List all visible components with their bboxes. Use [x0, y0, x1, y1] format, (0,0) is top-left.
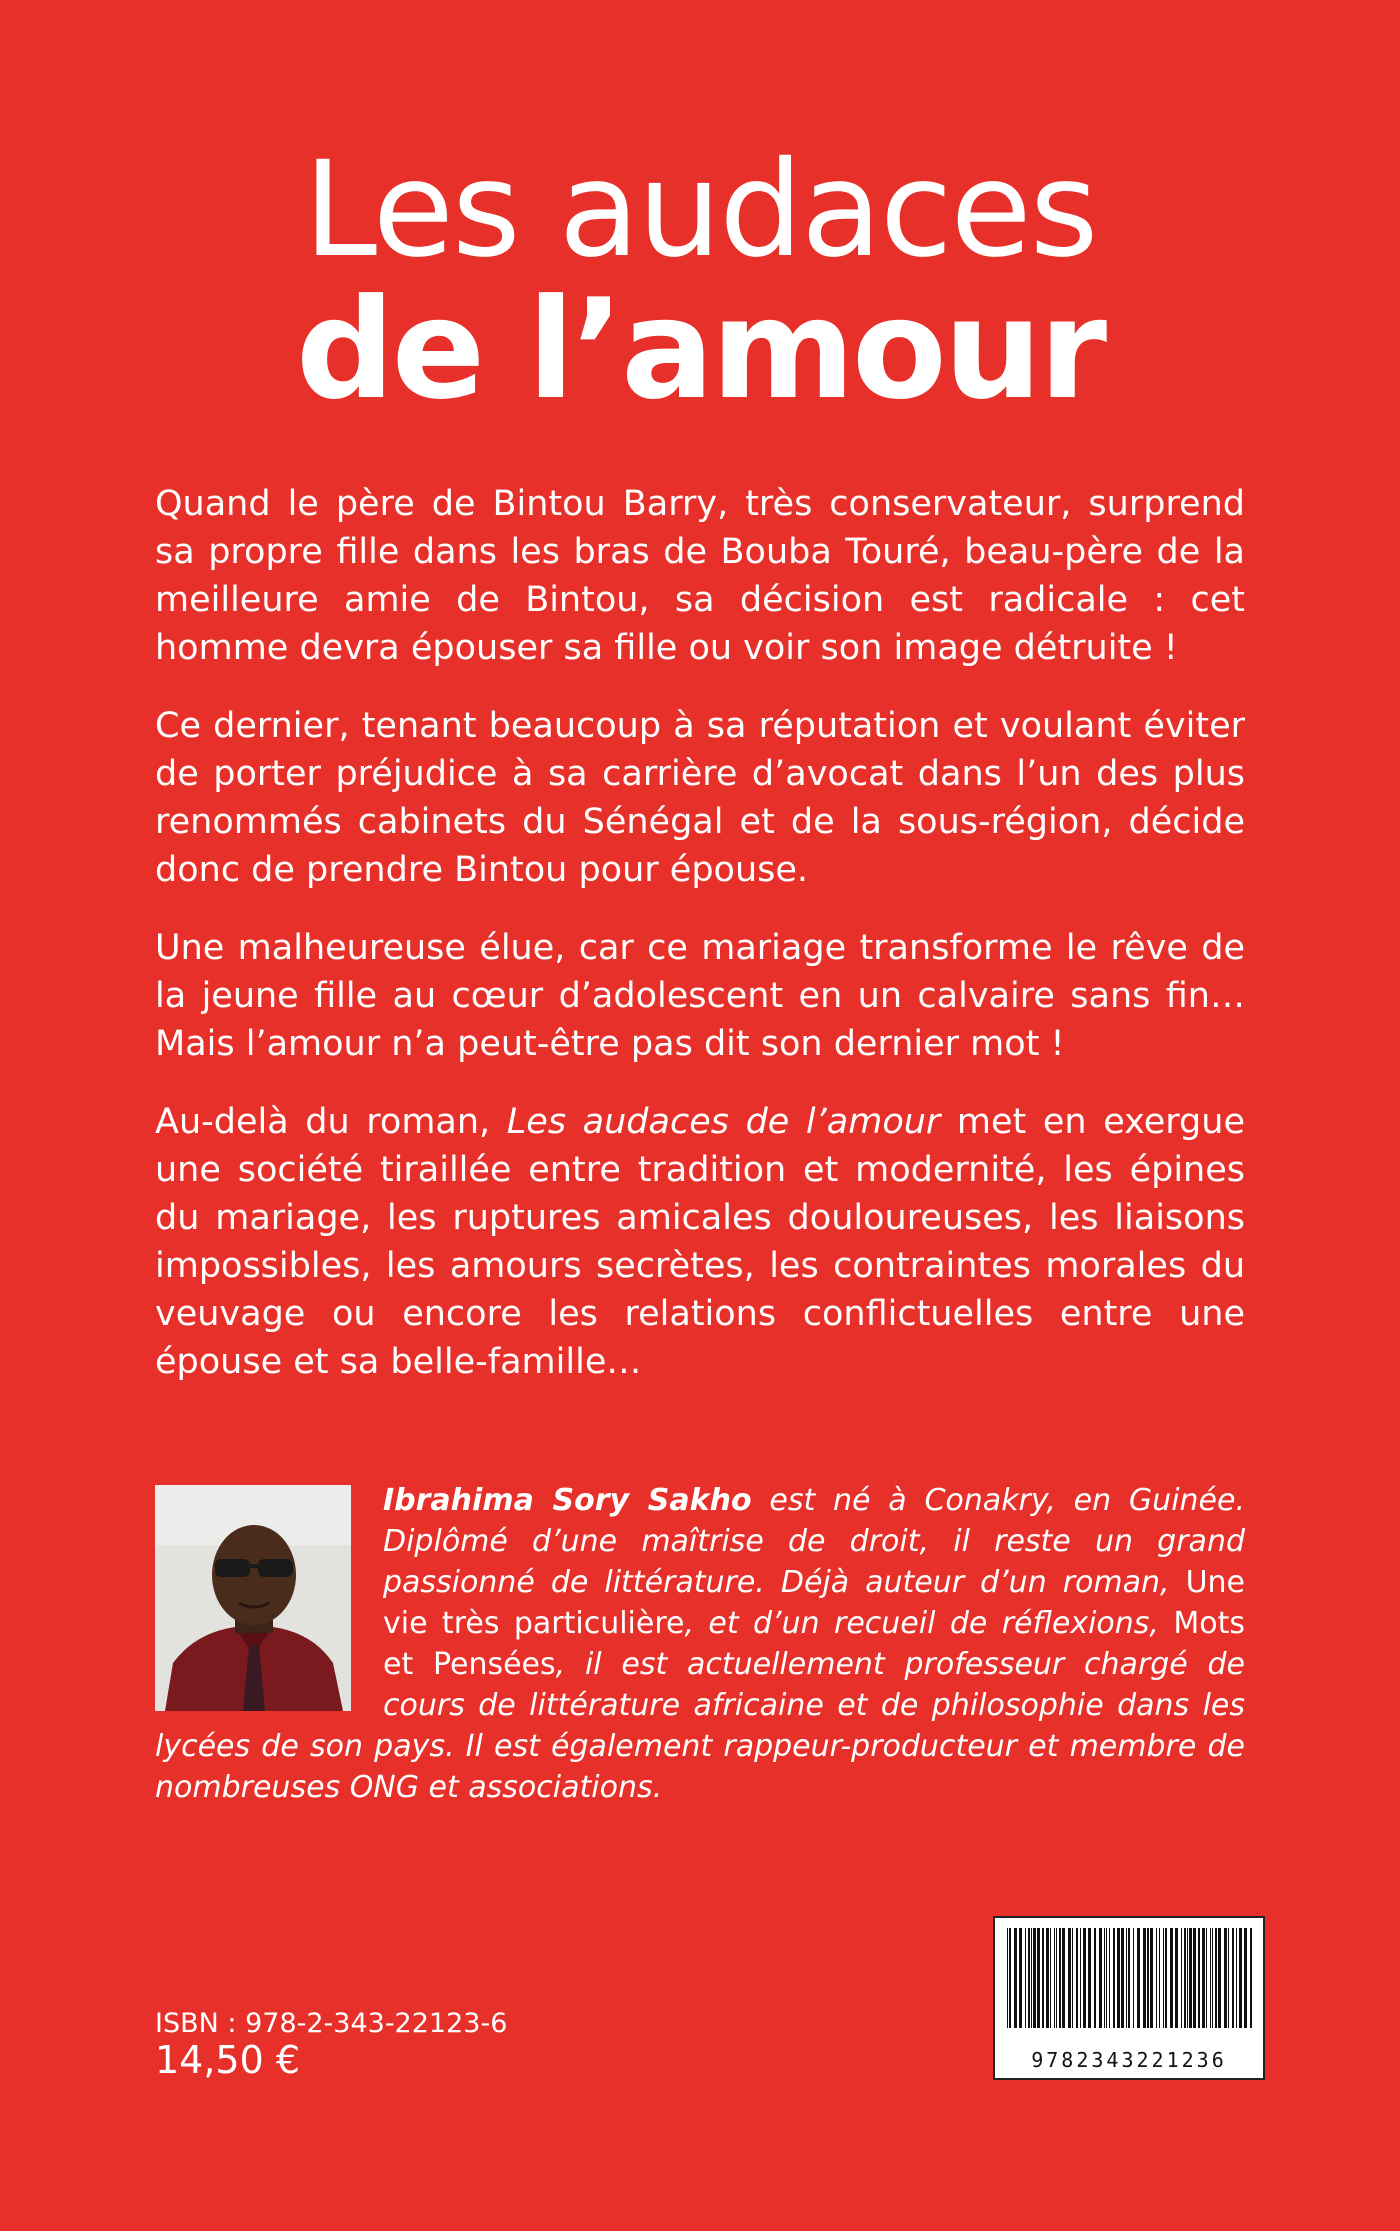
barcode-bar: [1239, 1928, 1242, 2028]
barcode-bar: [1050, 1928, 1051, 2028]
bio-book-1: Une vie très particulière: [383, 1565, 1245, 1641]
barcode-bar: [1147, 1928, 1149, 2028]
blurb-paragraph-3: Une malheureuse élue, car ce mariage transforme le rêve de la jeune fille au cœur d’adolescent en un calvaire sans fin… Mais l’amour n’a peut-être pas dit son dernier mot !: [155, 928, 1245, 1064]
author-photo: [155, 1485, 351, 1711]
barcode-bar: [1128, 1928, 1130, 2028]
barcode-bar: [1133, 1928, 1134, 2028]
barcode-bar: [1170, 1928, 1173, 2028]
isbn: ISBN : 978-2-343-22123-6: [155, 2008, 508, 2039]
barcode-bar: [1156, 1928, 1157, 2028]
barcode-bar: [1126, 1928, 1127, 2028]
barcode-bar: [1046, 1928, 1049, 2028]
barcode-bar: [1076, 1928, 1078, 2028]
author-portrait-icon: [155, 1485, 351, 1711]
barcode-bar: [1059, 1928, 1061, 2028]
blurb-paragraph-1: Quand le père de Bintou Barry, très conservateur, surprend sa propre fille dans les bras de Bouba Touré, beau-père de la meilleure amie de Bintou, sa décision est radicale : cet homme devra épouser sa fille ou voir son image détruite !: [155, 484, 1245, 668]
barcode-bar: [1113, 1928, 1115, 2028]
barcode-bar: [1028, 1928, 1030, 2028]
barcode-bar: [1137, 1928, 1140, 2028]
barcode-bar: [1014, 1928, 1017, 2028]
barcode-bar: [1212, 1928, 1213, 2028]
barcode-bar: [1054, 1928, 1055, 2028]
barcode-bar: [1187, 1928, 1188, 2028]
barcode-bar: [1019, 1928, 1022, 2028]
bio-part-3: , il est actuellement professeur chargé de cours de littérature africaine et de philosophie dans les lycées de son pays. Il est également rappeur-producteur et membre de nombreuses ONG et associations.: [155, 1647, 1246, 1805]
price: 14,50 €: [155, 2038, 301, 2082]
barcode-bar: [1163, 1928, 1164, 2028]
barcode-bar: [1106, 1928, 1107, 2028]
barcode-bar: [1189, 1928, 1192, 2028]
title-line-2: de l’amour: [295, 269, 1105, 430]
title-line-1: Les audaces: [303, 133, 1097, 287]
barcode-bar: [1121, 1928, 1124, 2028]
barcode-bar: [1210, 1928, 1211, 2028]
barcode-bar: [1175, 1928, 1178, 2028]
blurb-p4-end: met en exergue une société tiraillée entre tradition et modernité, les épines du mariage, les ruptures amicales douloureuses, les liaisons impossibles, les amours secrètes, les contraintes morales du veuvage ou encore les relations conflictuelles entre une épouse et sa belle-famille…: [155, 1102, 1245, 1382]
blurb-paragraph-4: [155, 1098, 1245, 1386]
book-title: [0, 133, 1400, 430]
author-bio: [155, 1480, 1245, 1808]
barcode-bar: [1181, 1928, 1182, 2028]
barcode-bar: [1109, 1928, 1110, 2028]
barcode-bar: [1143, 1928, 1146, 2028]
bio-part-1: est né à Conakry, en Guinée. Diplômé d’une maîtrise de droit, il reste un grand passionné de littérature. Déjà auteur d’un roman,: [383, 1483, 1245, 1600]
author-name: Ibrahima Sory Sakho: [383, 1483, 752, 1518]
barcode-bar: [1094, 1928, 1096, 2028]
barcode-bar: [1193, 1928, 1196, 2028]
barcode-bar: [1080, 1928, 1081, 2028]
barcode-bar: [1218, 1928, 1221, 2028]
barcode-bar: [1224, 1928, 1227, 2028]
barcode-bar: [1033, 1928, 1036, 2028]
barcode-bar: [1088, 1928, 1091, 2028]
barcode-bar: [1042, 1928, 1044, 2028]
barcode-bar: [1009, 1928, 1011, 2028]
blurb-paragraph-2: Ce dernier, tenant beaucoup à sa réputation et voulant éviter de porter préjudice à sa carrière d’avocat dans l’un des plus renommés cabinets du Sénégal et de la sous-région, décide donc de prendre Bintou pour épouse.: [155, 706, 1245, 890]
barcode-bar: [1104, 1928, 1105, 2028]
barcode: [993, 1916, 1265, 2080]
barcode-bar: [1099, 1928, 1102, 2028]
bio-book-2: Mots et Pensées: [383, 1606, 1245, 1682]
barcode-bar: [1025, 1928, 1026, 2028]
blurb-p4-book-title: Les audaces de l’amour: [506, 1102, 941, 1142]
barcode-bar: [1007, 1928, 1008, 2028]
barcode-bar: [1184, 1928, 1186, 2028]
barcode-bar: [1165, 1928, 1167, 2028]
barcode-bar: [1072, 1928, 1073, 2028]
barcode-bar: [1206, 1928, 1207, 2028]
barcode-bar: [1244, 1928, 1247, 2028]
barcode-number: 9782343221236: [1031, 2048, 1227, 2072]
bio-part-2: , et d’un recueil de réflexions,: [684, 1606, 1174, 1641]
barcode-bar: [1031, 1928, 1032, 2028]
barcode-bar: [1062, 1928, 1065, 2028]
barcode-bar: [1150, 1928, 1153, 2028]
barcode-bar: [1228, 1928, 1229, 2028]
barcode-bar: [1056, 1928, 1057, 2028]
barcode-bar: [1236, 1928, 1237, 2028]
barcode-bar: [1198, 1928, 1200, 2028]
barcode-bar: [1117, 1928, 1120, 2028]
barcode-bar: [1215, 1928, 1217, 2028]
blurb-p4-start: Au-delà du roman,: [155, 1102, 507, 1142]
barcode-bar: [1250, 1928, 1252, 2028]
barcode-bar: [1159, 1928, 1160, 2028]
back-cover-blurb: [155, 480, 1245, 1416]
barcode-bar: [1068, 1928, 1071, 2028]
barcode-bar: [1083, 1928, 1086, 2028]
barcode-bar: [1037, 1928, 1040, 2028]
barcode-bars: [995, 1918, 1263, 2038]
barcode-bar: [1202, 1928, 1205, 2028]
barcode-bar: [1232, 1928, 1234, 2028]
